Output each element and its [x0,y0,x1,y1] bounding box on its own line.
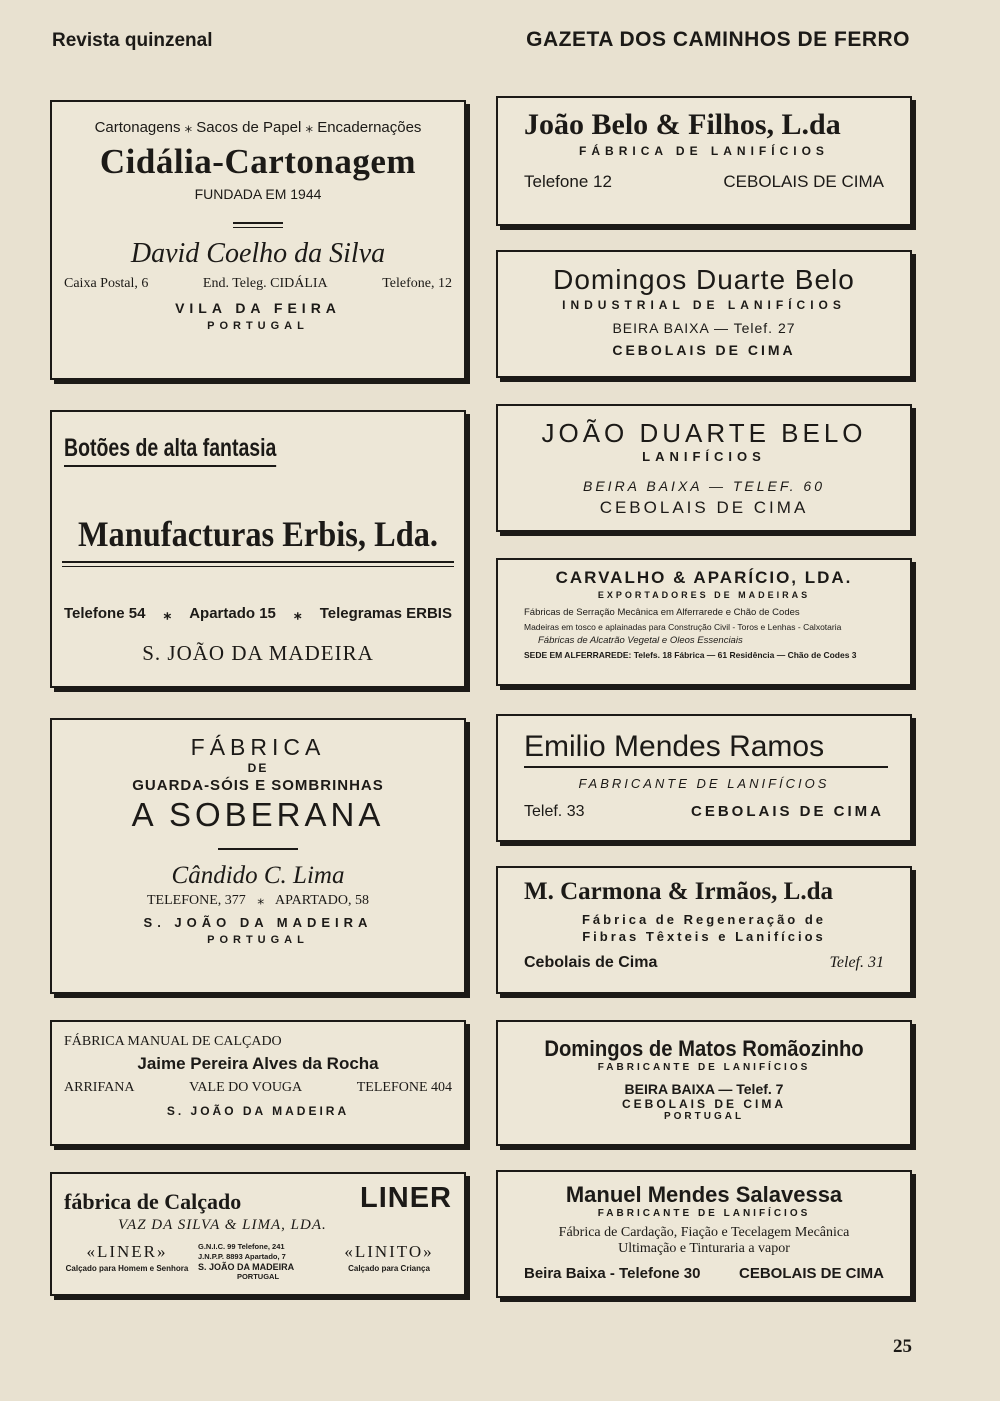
ad-left-sub: Calçado para Homem e Senhora [65,1264,189,1273]
ad-activity: INDUSTRIAL DE LANIFÍCIOS [562,298,846,312]
ad-region: VALE DO VOUGA [189,1080,303,1095]
ad-town: S. JOÃO DA MADEIRA [166,1104,350,1118]
star-icon: ⁎ [163,606,172,623]
ad-phone: Telef. 31 [829,954,884,971]
ad-contact-row [524,1265,884,1282]
ad-town: CEBOLAIS DE CIMA [621,1097,786,1111]
ad-line1: FÁBRICA [190,734,326,760]
ad-jaime [50,1020,466,1146]
ad-contact-row [52,892,464,909]
ad-right-block [324,1242,454,1273]
ad-owner: David Coelho da Silva [130,238,386,269]
ad-mid2: J.N.P.P. 8893 Apartado, 7 [198,1252,286,1261]
ad-activity: FABRICANTE DE LANIFÍCIOS [578,776,830,791]
ad-bottom-row [62,1242,454,1282]
ad-phone: TELEFONE, 377 [147,893,246,908]
ad-line2: Ultimação e Tinturaria a vapor [618,1241,790,1256]
ad-company-name: Manuel Mendes Salavessa [565,1182,843,1207]
ad-activity: FÁBRICA DE LANIFÍCIOS [579,144,829,158]
ad-town: CEBOLAIS DE CIMA [612,342,796,358]
ad-line2: DE [247,761,269,775]
ad-founded: FUNDADA EM 1944 [194,186,322,202]
ad-contact-row [524,954,884,972]
ad-box: Apartado 15 [189,605,276,622]
ad-activity: FABRICANTE DE LANIFÍCIOS [597,1208,811,1219]
ad-postal-box: Caixa Postal, 6 [64,276,149,291]
star-icon: ⁎ [257,893,265,908]
ad-town: S. JOÃO DA MADEIRA [143,915,373,930]
ad-town: CEBOLAIS DE CIMA [723,172,884,191]
ad-phone: BEIRA BAIXA — Telef. 7 [624,1081,784,1097]
ad-contact-row [524,172,884,192]
ad-town: CEBOLAIS DE CIMA [690,803,884,820]
ad-line3: GUARDA-SÓIS E SOMBRINHAS [132,777,384,794]
ad-box: APARTADO, 58 [275,893,369,908]
ad-phone: Telefone 12 [524,172,612,191]
ad-town: S. JOÃO DA MADEIRA [142,641,374,665]
ad-contact-row [64,276,452,292]
ad-right-sub: Calçado para Criança [348,1264,430,1273]
ad-divider [233,222,283,228]
ad-line2: Fibras Têxteis e Lanifícios [582,929,826,944]
ad-romaozinho [496,1020,912,1146]
ad-telegraph: End. Teleg. CIDÁLIA [202,276,328,291]
ad-telegraph: Telegramas ERBIS [319,605,452,622]
ad-cidalia [50,100,466,380]
ad-joao-duarte [496,404,912,532]
ad-erbis [50,410,466,688]
ad-town: CEBOLAIS DE CIMA [599,498,809,517]
ad-company-name: CARVALHO & APARÍCIO, LDA. [555,568,853,587]
ad-company-name: Cidália-Cartonagem [99,142,417,181]
ad-phone: BEIRA BAIXA — Telef. 27 [612,320,796,336]
ad-title-row [64,1182,452,1215]
ad-country: PORTUGAL [663,1111,745,1122]
ad-mid-block [198,1242,318,1282]
ad-line1: Fábrica de Regeneração de [581,912,827,927]
ad-phone: Beira Baixa - Telefone 30 [524,1265,701,1282]
ad-company-name: Domingos de Matos Romãozinho [544,1036,864,1061]
ad-line4: SEDE EM ALFERRAREDE: Telefs. 18 Fábrica — 61 Residência — Chão de Codes 3 [524,650,857,660]
ad-town: VILA DA FEIRA [175,300,341,316]
ad-line3: Fábricas de Alcatrão Vegetal e Oleos Essenciais [538,635,743,646]
ad-brand: LINER [360,1182,452,1214]
ad-phone: Telefone 54 [64,605,146,622]
ad-contact-row [64,1080,452,1096]
ad-line1: fábrica de Calçado [64,1189,242,1214]
ad-left-brand: «LINER» [86,1242,168,1261]
ad-details [498,606,910,662]
ad-line2: Madeiras em tosco e aplainadas para Construção Civil - Toros e Lenhas - Calxotaria [524,622,842,632]
ad-phone: TELEFONE 404 [356,1080,452,1095]
ad-line1: Fábricas de Serração Mecânica em Alferrarede e Chão de Codes [524,607,800,618]
ad-activity: EXPORTADORES DE MADEIRAS [597,590,811,600]
ad-activity: LANIFÍCIOS [642,449,766,464]
ad-line1: Fábrica de Cardação, Fiação e Tecelagem Mecânica [558,1225,850,1240]
ad-town: Cebolais de Cima [524,954,658,971]
journal-frequency: Revista quinzenal [52,30,213,51]
ad-contact-row [524,803,884,821]
ad-divider [62,561,454,567]
ad-left-block [62,1242,192,1273]
ad-tagline: Botões de alta fantasia [64,434,276,467]
ad-right-brand: «LINITO» [344,1242,434,1261]
ad-joao-belo [496,96,912,226]
ad-phone: Telef. 33 [524,803,585,820]
ad-tagline-wrap [52,434,464,467]
journal-title: GAZETA DOS CAMINHOS DE FERRO [526,28,910,51]
ad-carvalho [496,558,912,686]
ad-divider [218,848,298,850]
ad-country: PORTUGAL [207,934,309,946]
ad-town: CEBOLAIS DE CIMA [738,1265,884,1282]
ad-company-name: Domingos Duarte Belo [553,264,855,295]
ad-company-name: JOÃO DUARTE BELO [541,418,867,448]
ad-company-name: Jaime Pereira Alves da Rocha [137,1054,379,1073]
ad-company-name: Manufacturas Erbis, Lda. [77,514,439,554]
page-header [0,28,1000,58]
ad-salavessa [496,1170,912,1298]
ad-tagline: Cartonagens ⁎ Sacos de Papel ⁎ Encadernações [94,119,422,136]
ad-liner [50,1172,466,1296]
ad-company-name: A SOBERANA [131,796,385,833]
ad-soberana [50,718,466,994]
ad-contact-row [64,605,452,623]
ad-mid1: G.N.I.C. 99 Telefone, 241 [198,1242,285,1251]
ad-emilio [496,714,912,842]
ad-company-name: M. Carmona & Irmãos, L.da [524,878,834,905]
ad-mid4: PORTUGAL [236,1272,280,1281]
star-icon: ⁎ [294,606,302,623]
ad-line1: FÁBRICA MANUAL DE CALÇADO [64,1034,282,1049]
ad-place: ARRIFANA [64,1080,135,1095]
page-number: 25 [893,1336,912,1357]
ad-mid3: S. JOÃO DA MADEIRA [198,1262,295,1272]
ad-domingos-duarte [496,250,912,378]
ad-divider [524,766,888,768]
ad-owners: VAZ DA SILVA & LIMA, LDA. [118,1217,327,1233]
ad-activity: FABRICANTE DE LANIFÍCIOS [597,1062,811,1073]
ad-phone: BEIRA BAIXA — TELEF. 60 [583,478,825,494]
ad-owner: Cândido C. Lima [171,862,345,889]
ad-company-name: Emilio Mendes Ramos [524,730,825,763]
ad-phone: Telefone, 12 [382,276,452,291]
ad-company-name: João Belo & Filhos, L.da [524,108,841,141]
ad-carmona [496,866,912,994]
ad-country: PORTUGAL [207,320,309,332]
